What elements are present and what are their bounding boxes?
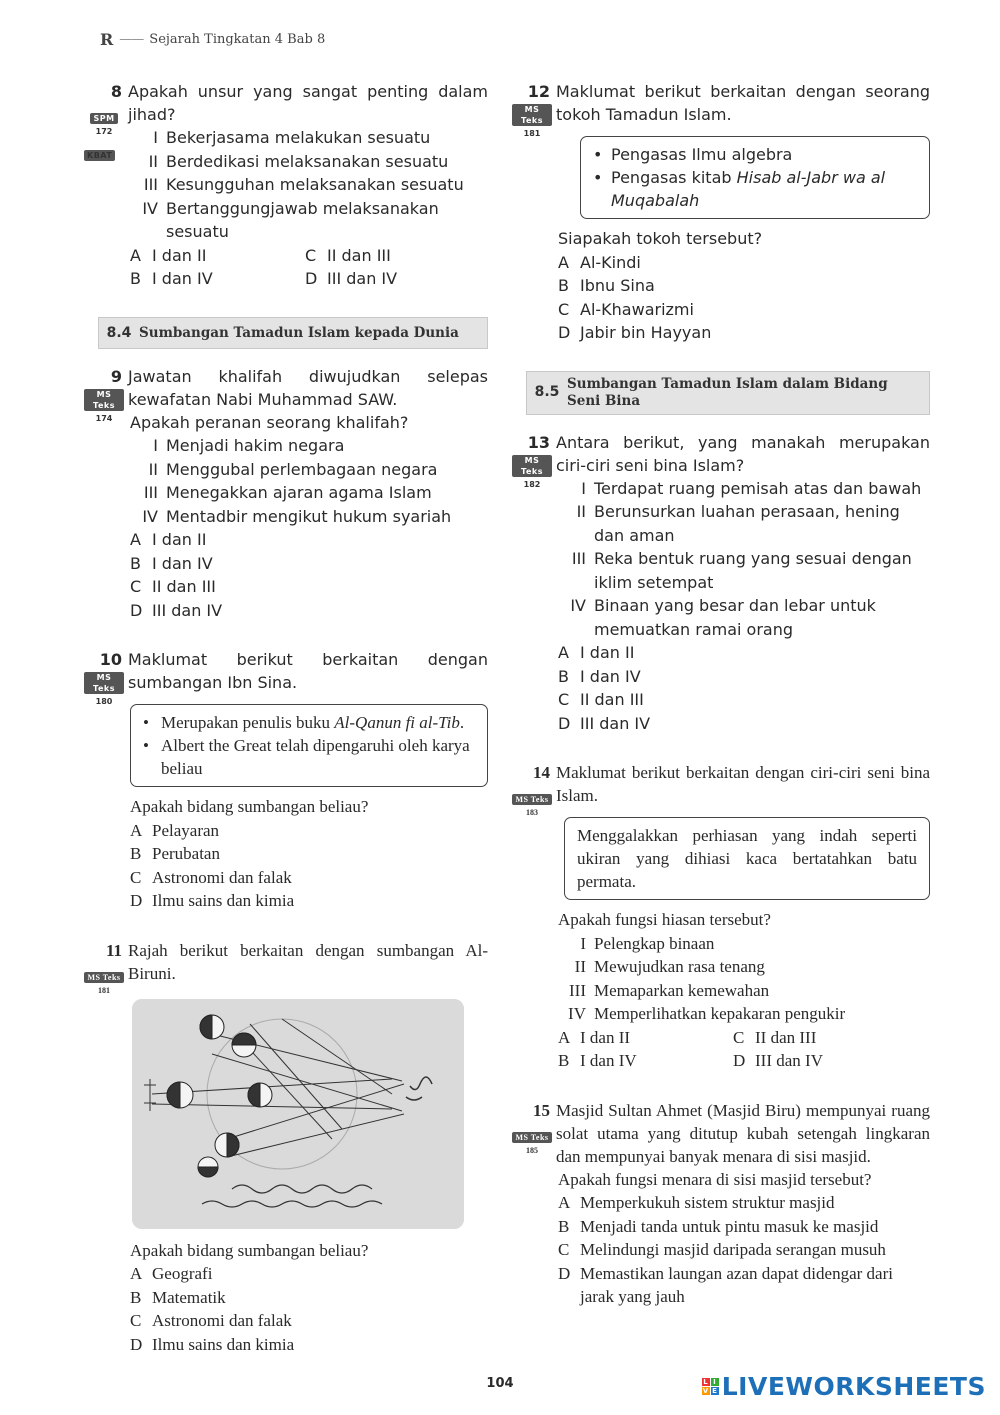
source-tag: MS Teks 174 xyxy=(84,389,124,424)
question-12 xyxy=(518,80,930,345)
question-number: 15 xyxy=(533,1100,550,1120)
statement-item: III Memaparkan kemewahan xyxy=(569,980,770,1000)
info-box: Menggalakkan perhiasan yang indah seperti ukiran yang dihiasi kaca bertatahkan batu permata. xyxy=(564,817,930,900)
question-13 xyxy=(518,431,930,736)
left-column xyxy=(87,80,488,1382)
statement-list xyxy=(130,126,488,244)
statement-item: III Menegakkan ajaran agama Islam xyxy=(143,483,432,502)
question-number: 12 xyxy=(527,82,550,101)
question-stem: Apakah unsur yang sangat penting dalam jihad? xyxy=(128,82,488,124)
liveworksheets-logo-icon: L I V E xyxy=(702,1378,718,1395)
question-9 xyxy=(90,365,488,623)
option-a[interactable]: A Memperkukuh sistem struktur masjid xyxy=(558,1193,835,1212)
question-stem: Maklumat berikut berkaitan dengan seorang tokoh Tamadun Islam. xyxy=(556,82,930,124)
source-tag: MS Teks 185 xyxy=(512,1123,552,1156)
question-subprompt: Siapakah tokoh tersebut? xyxy=(558,229,763,248)
question-subprompt: Apakah bidang sumbangan beliau? xyxy=(130,1240,369,1260)
statement-item: IV Mentadbir mengikut hukum syariah xyxy=(142,506,452,526)
question-stem: Jawatan khalifah diwujudkan selepas kewafatan Nabi Muhammad SAW. xyxy=(128,366,488,409)
option-c[interactable]: C II dan III xyxy=(305,245,391,265)
question-8 xyxy=(87,80,488,291)
option-d[interactable]: D III dan IV xyxy=(305,269,398,288)
statement-list xyxy=(130,434,488,528)
option-c[interactable]: C II dan III xyxy=(558,690,644,709)
question-11 xyxy=(87,939,488,1357)
header-divider: —— xyxy=(119,32,144,47)
question-stem: Rajah berikut berkaitan dengan sumbangan Al-Biruni. xyxy=(128,940,488,983)
question-subprompt: Apakah peranan seorang khalifah? xyxy=(130,412,409,432)
option-a[interactable]: A I dan II xyxy=(558,1027,631,1047)
option-b[interactable]: B I dan IV xyxy=(130,269,213,288)
option-a[interactable]: A Pelayaran xyxy=(130,820,220,840)
question-stem: Maklumat berikut berkaitan dengan sumbangan Ibn Sina. xyxy=(128,650,488,692)
option-d[interactable]: D Ilmu sains dan kimia xyxy=(130,891,295,910)
kbat-badge: KBAT xyxy=(84,150,115,161)
option-c[interactable]: C Al-Khawarizmi xyxy=(558,299,694,319)
info-bullet: • Pengasas Ilmu algebra xyxy=(593,145,793,164)
option-a[interactable]: A I dan II xyxy=(130,530,207,549)
answer-options xyxy=(558,1191,930,1309)
statement-item: IV Memperlihatkan kepakaran pengukir xyxy=(568,1004,846,1023)
option-d[interactable]: D Jabir bin Hayyan xyxy=(558,323,712,342)
statement-item: I Terdapat ruang pemisah atas dan bawah xyxy=(581,478,922,498)
header-title: Sejarah Tingkatan 4 Bab 8 xyxy=(149,32,326,47)
page-number: 104 xyxy=(486,1376,514,1391)
question-14 xyxy=(515,761,930,1073)
option-b[interactable]: B Ibnu Sina xyxy=(558,276,655,295)
source-tag: MS Teks 181 xyxy=(84,963,124,996)
chapter-logo: R xyxy=(100,30,114,49)
statement-item: II Berdedikasi melaksanakan sesuatu xyxy=(148,151,449,171)
option-a[interactable]: A Al-Kindi xyxy=(558,252,641,272)
answer-options xyxy=(130,528,488,622)
source-tag: MS Teks 180 xyxy=(84,672,124,707)
info-box xyxy=(130,704,488,787)
statement-item: II Berunsurkan luahan perasaan, hening dan aman xyxy=(576,502,900,545)
brand-name: LIVEWORKSHEETS xyxy=(721,1372,986,1401)
source-tag: MS Teks 181 xyxy=(512,104,552,139)
option-b[interactable]: B Perubatan xyxy=(130,844,220,863)
option-c[interactable]: C Astronomi dan falak xyxy=(130,1311,292,1330)
answer-options xyxy=(130,244,488,291)
info-bullet: • Albert the Great telah dipengaruhi oleh karya beliau xyxy=(143,736,470,778)
statement-item: IV Bertanggungjawab melaksanakan sesuatu xyxy=(142,198,439,241)
option-d[interactable]: D III dan IV xyxy=(733,1051,823,1070)
info-bullet: • Merupakan penulis buku Al-Qanun fi al-Tib. xyxy=(143,713,465,732)
statement-item: I Menjadi hakim negara xyxy=(153,436,345,455)
option-b[interactable]: B I dan IV xyxy=(558,1051,637,1070)
page-header xyxy=(100,30,325,49)
liveworksheets-brand[interactable] xyxy=(702,1372,986,1401)
question-stem: Masjid Sultan Ahmet (Masjid Biru) mempunyai ruang solat utama yang ditutup kubah setengah lingkaran dan mempunyai banyak menara di sisi masjid. xyxy=(556,1100,930,1166)
question-number: 14 xyxy=(533,763,550,782)
option-d[interactable]: D Memastikan laungan azan dapat didengar dari jarak yang jauh xyxy=(558,1263,893,1306)
statement-item: I Bekerjasama melakukan sesuatu xyxy=(153,128,431,147)
option-a[interactable]: A I dan II xyxy=(558,643,635,662)
option-c[interactable]: C Astronomi dan falak xyxy=(130,867,292,887)
statement-list xyxy=(558,932,930,1026)
question-number: 11 xyxy=(105,940,122,960)
question-stem: Maklumat berikut berkaitan dengan ciri-ciri seni bina Islam. xyxy=(556,763,930,805)
al-biruni-eclipse-diagram xyxy=(132,999,464,1229)
option-a[interactable]: A Geografi xyxy=(130,1264,213,1283)
answer-options xyxy=(558,1026,930,1073)
option-b[interactable]: B I dan IV xyxy=(130,553,213,573)
answer-options xyxy=(558,641,930,735)
option-c[interactable]: C II dan III xyxy=(130,577,216,596)
question-subprompt: Apakah bidang sumbangan beliau? xyxy=(130,797,369,816)
source-tag: MS Teks 182 xyxy=(512,455,552,490)
question-number: 8 xyxy=(110,82,122,101)
question-number: 10 xyxy=(99,650,122,669)
statement-item: III Reka bentuk ruang yang sesuai dengan iklim setempat xyxy=(571,549,912,592)
question-stem: Antara berikut, yang manakah merupakan ciri-ciri seni bina Islam? xyxy=(556,432,930,475)
statement-item: I Pelengkap binaan xyxy=(580,933,715,953)
answer-options xyxy=(558,251,930,345)
statement-item: IV Binaan yang besar dan lebar untuk memuatkan ramai orang xyxy=(570,596,876,639)
info-bullet: • Pengasas kitab Hisab al-Jabr wa al Muqabalah xyxy=(593,168,886,210)
question-subprompt: Apakah fungsi menara di sisi masjid tersebut? xyxy=(558,1169,872,1189)
info-box xyxy=(580,136,930,219)
question-15 xyxy=(515,1099,930,1309)
statement-item: III Kesungguhan melaksanakan sesuatu xyxy=(143,175,464,194)
source-tag: MS Teks 183 xyxy=(512,785,552,818)
option-c[interactable]: C Melindungi masjid daripada serangan musuh xyxy=(558,1240,886,1259)
statement-item: II Menggubal perlembagaan negara xyxy=(148,459,438,479)
source-tag: SPM 172 xyxy=(84,104,124,137)
statement-list xyxy=(558,477,930,642)
question-10 xyxy=(90,648,488,913)
option-d[interactable]: D III dan IV xyxy=(558,713,651,733)
question-subprompt: Apakah fungsi hiasan tersebut? xyxy=(558,910,771,929)
statement-item: II Mewujudkan rasa tenang xyxy=(574,957,765,976)
answer-options xyxy=(130,819,488,913)
answer-options xyxy=(130,1262,488,1356)
question-number: 9 xyxy=(110,366,122,386)
option-c[interactable]: C II dan III xyxy=(733,1027,817,1047)
question-number: 13 xyxy=(527,432,550,452)
option-d[interactable]: D Ilmu sains dan kimia xyxy=(130,1334,295,1354)
option-b[interactable]: B Menjadi tanda untuk pintu masuk ke masjid xyxy=(558,1216,879,1236)
option-a[interactable]: A I dan II xyxy=(130,245,207,265)
option-b[interactable]: B I dan IV xyxy=(558,666,641,686)
option-d[interactable]: D III dan IV xyxy=(130,600,223,620)
option-b[interactable]: B Matematik xyxy=(130,1287,226,1307)
section-header-8-4: 8.4 Sumbangan Tamadun Islam kepada Dunia xyxy=(98,317,488,349)
section-header-8-5: 8.5 Sumbangan Tamadun Islam dalam Bidang Seni Bina xyxy=(526,371,930,415)
right-column xyxy=(515,80,930,1335)
